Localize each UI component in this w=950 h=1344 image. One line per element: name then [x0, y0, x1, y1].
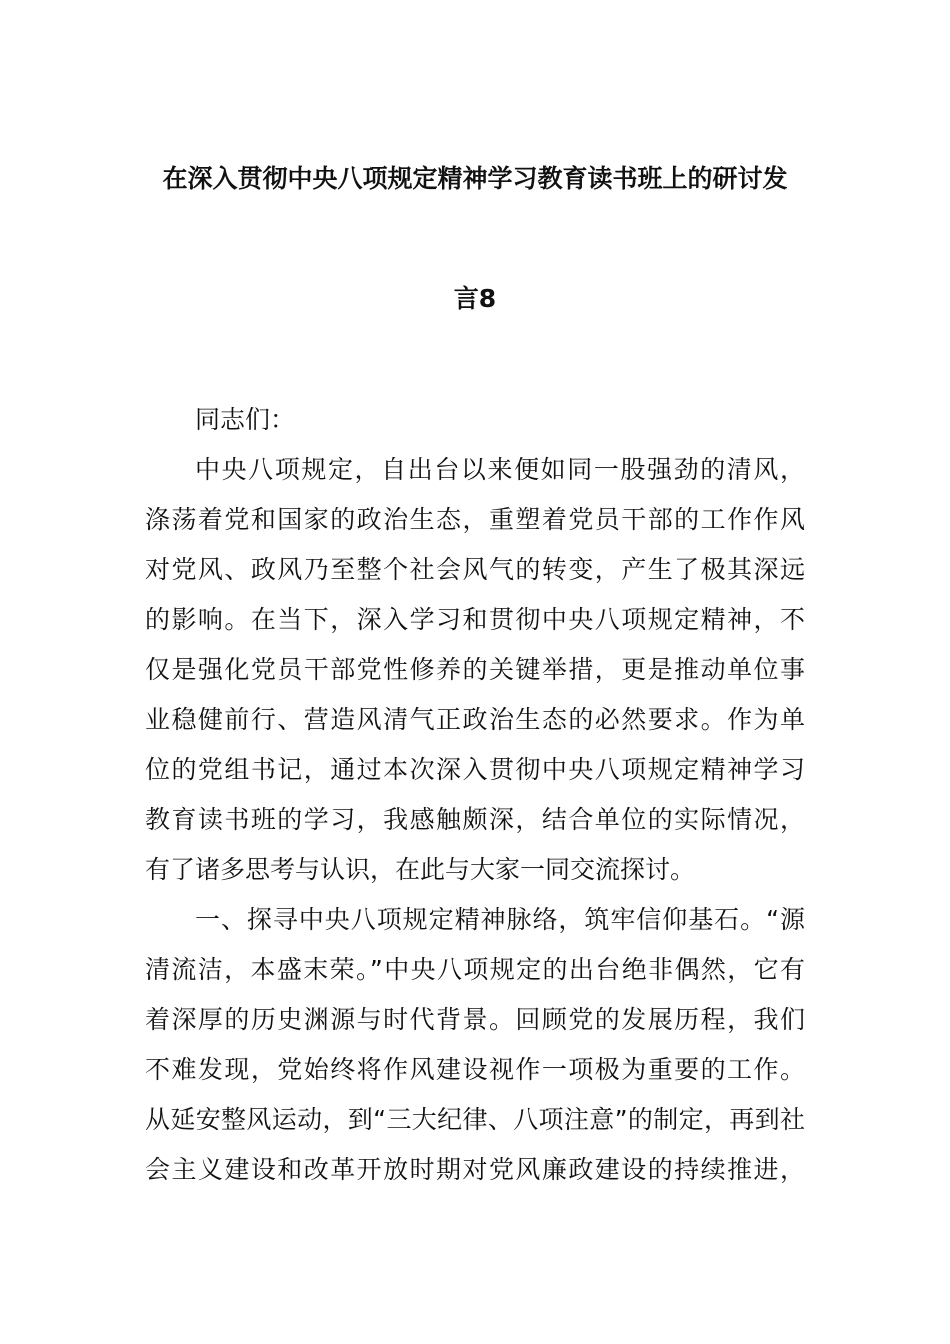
paragraph-1-line: 位的党组书记，通过本次深入贯彻中央八项规定精神学习	[145, 755, 805, 784]
salutation: 同志们：	[195, 405, 296, 434]
paragraph-1-line: 对党风、政风乃至整个社会风气的转变，产生了极其深远	[145, 555, 805, 584]
paragraph-2-line: 着深厚的历史渊源与时代背景。回顾党的发展历程，我们	[145, 1005, 805, 1034]
paragraph-1-line: 业稳健前行、营造风清气正政治生态的必然要求。作为单	[145, 705, 805, 734]
paragraph-2-line: 会主义建设和改革开放时期对党风廉政建设的持续推进，	[145, 1155, 805, 1184]
paragraph-1-line: 涤荡着党和国家的政治生态，重塑着党员干部的工作作风	[145, 505, 805, 534]
paragraph-1-line: 中央八项规定，自出台以来便如同一股强劲的清风，	[195, 455, 805, 484]
paragraph-2-line: 一、探寻中央八项规定精神脉络，筑牢信仰基石。“源	[195, 905, 805, 934]
document-title-line-1: 在深入贯彻中央八项规定精神学习教育读书班上的研讨发	[162, 164, 788, 193]
document-title-line-2: 言8	[453, 284, 497, 313]
paragraph-1-line: 有了诸多思考与认识，在此与大家一同交流探讨。	[145, 855, 696, 884]
paragraph-1-line: 教育读书班的学习，我感触颇深，结合单位的实际情况，	[145, 805, 805, 834]
paragraph-2-line: 从延安整风运动，到“三大纪律、八项注意”的制定，再到社	[145, 1105, 805, 1134]
paragraph-2-line: 清流洁，本盛末荣。”中央八项规定的出台绝非偶然，它有	[145, 955, 805, 984]
paragraph-1-line: 仅是强化党员干部党性修养的关键举措，更是推动单位事	[145, 655, 805, 684]
paragraph-1-line: 的影响。在当下，深入学习和贯彻中央八项规定精神，不	[145, 605, 805, 634]
paragraph-2-line: 不难发现，党始终将作风建设视作一项极为重要的工作。	[145, 1055, 805, 1084]
